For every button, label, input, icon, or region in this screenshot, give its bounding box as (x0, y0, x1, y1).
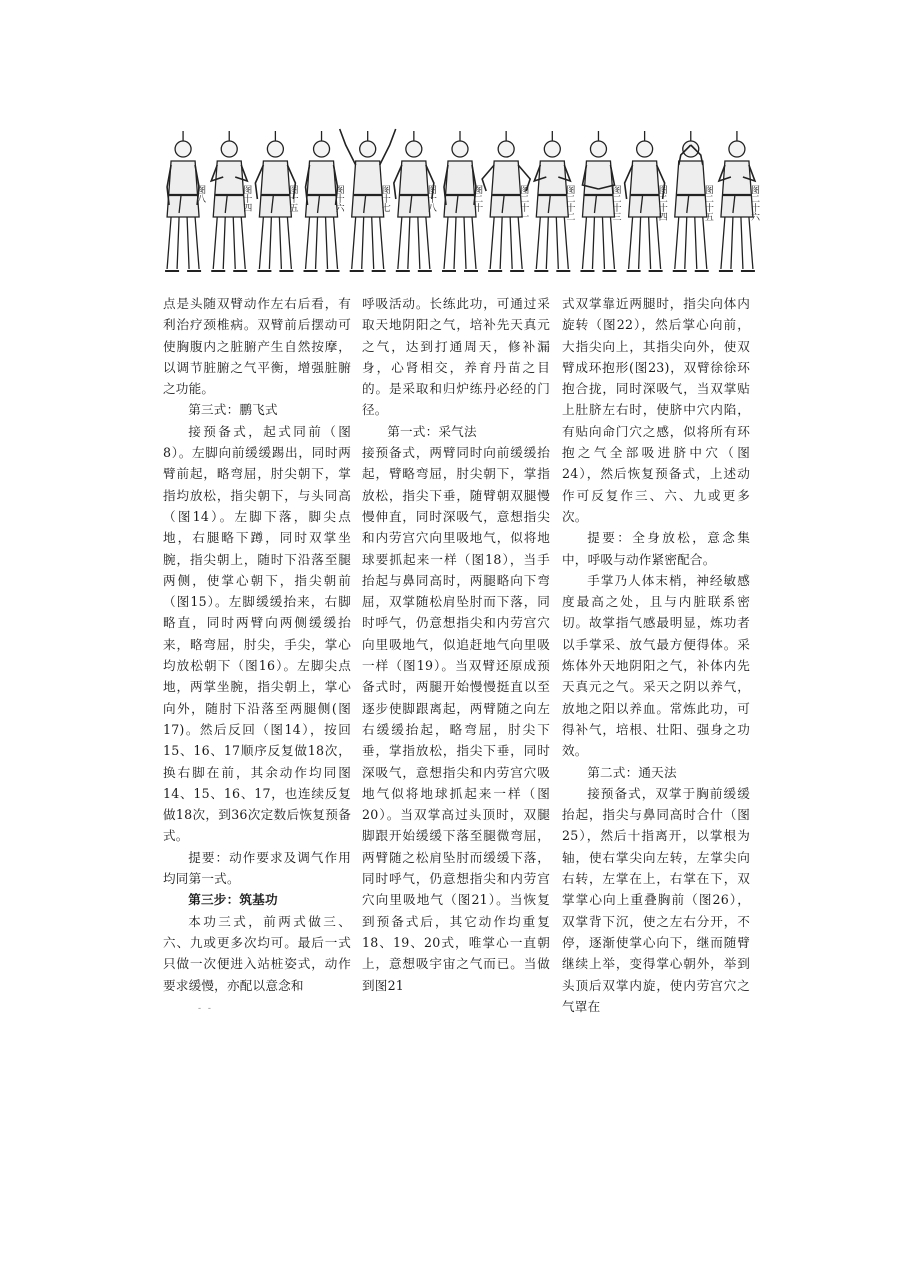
text-column-2 (362, 293, 550, 996)
figure-label: 图八 (195, 185, 206, 203)
text-column-1 (163, 293, 351, 996)
paragraph: 第一式：采气法 (387, 423, 477, 439)
paragraph: 本功三式，前两式做三、六、九或更多次均可。最后一式只做一次便进入站桩姿式，动作要求缓慢，亦配以意念和 (163, 913, 351, 993)
paragraph: 第三式：鹏飞式 (188, 402, 278, 418)
figure-label: 图二十二 (564, 185, 575, 221)
paragraph: 接预备式，双掌于胸前缓缓抬起，指尖与鼻同高时合什（图25），然后十指离开，以掌根为轴，使右掌尖向左转，左掌尖向右转，左掌在上，右掌在下，双掌掌心向上重叠胸前（图26），双掌背下沉，使之左右分开，不停，逐渐使掌心向下，继而随臂继续上举，变得掌心朝外，举到头顶后双掌内旋，使内劳宫穴之气罩在 (562, 785, 750, 1014)
page-number: - - (198, 1004, 213, 1014)
paragraph: 提要：全身放松，意念集中，呼吸与动作紧密配合。 (562, 530, 750, 567)
section-heading: 第三步：筑基功 (188, 892, 278, 908)
paragraph: 手掌乃人体末梢，神经敏感度最高之处，且与内脏联系密切。故掌指气感最明显，炼功者以手掌采、放气最方便得体。采炼体外天地阴阳之气，补体内先天真元之气。采天之阴以养气，放地之阳以养血。常炼此功，可得补气，培根、壮阳、强身之功效。 (562, 572, 750, 759)
text-column-3 (562, 293, 750, 1017)
paragraph: 式双掌靠近两腿时，指尖向体内旋转（图22），然后掌心向前，大指尖向上，其指尖向外，使双臂成环抱形(图23)，双臂徐徐环抱合拢，同时深吸气，当双掌贴上肚脐左右时，使脐中穴内陷，有贴向命门穴之感，似将所有环抱之气全部吸进脐中穴（图24），然后恢复预备式，上述动作可反复作三、六、九或更多次。 (562, 296, 750, 524)
figure-label: 图二十 (472, 185, 483, 212)
figure-label: 图十五 (287, 185, 298, 212)
exercise-figure-strip (160, 125, 760, 285)
figure-label: 图十七 (379, 185, 390, 212)
figure-label: 图十六 (333, 185, 344, 212)
paragraph: 接预备式，起式同前（图8）。左脚向前缓缓踢出，同时两臂前起，略弯屈，肘尖朝下，掌指均放松，指尖朝下，与头同高（图14）。左脚下落，脚尖点地，右腿略下蹲，同时双掌坐腕，指尖朝上，随时下沿落至腿两侧，使掌心朝下，指尖朝前（图15）。左脚缓缓抬来，右脚略直，同时两臂向两侧缓缓抬来，略弯屈，肘尖，手尖，掌心均放松朝下（图16）。左脚尖点地，两掌坐腕，指尖朝上，掌心向外，随肘下沿落至两腿侧(图17)。然后反回（图14），按回15、16、17顺序反复做18次，换右脚在前，其余动作均同图14、15、16、17，也连续反复做18次，到36次定数后恢复预备式。 (163, 423, 351, 844)
figure-label: 图二十五 (702, 185, 713, 221)
paragraph: 提要：动作要求及调气作用均同第一式。 (163, 849, 351, 887)
paragraph: 第二式：通天法 (587, 764, 677, 780)
paragraph: 接预备式，两臂同时向前缓缓抬起，臂略弯屈，肘尖朝下，掌指放松，指尖下垂，随臂朝双腿慢慢伸直，同时深吸气，意想指尖和内劳宫穴向里吸地气，似将地球要抓起来一样（图18），当手抬起与鼻同高时，两腿略向下弯屈，双掌随松肩坠肘而下落，同时呼气，仍意想指尖和内劳宫穴向里吸地气，似追赶地气向里吸一样（图19）。当双臂还原成预备式时，两腿开始慢慢挺直以至逐步使脚跟离起，两臂随之向左右缓缓抬起，略弯屈，肘尖下垂，掌指放松，指尖下垂，同时深吸气，意想指尖和内劳宫穴吸地气似将地球抓起来一样（图20）。当双掌高过头顶时，双腿脚跟开始缓缓下落至腿微弯屈，两臂随之松肩坠肘而缓缓下落，同时呼气，仍意想指尖和内劳宫穴向里吸地气（图21）。当恢复到预备式后，其它动作均重复18、19、20式，唯掌心一直朝上，意想吸宇宙之气而已。当做到图21 (362, 445, 550, 993)
paragraph: 点是头随双臂动作左右后看，有利治疗颈椎病。双臂前后摆动可使胸腹内之脏腑产生自然按摩，以调节脏腑之气平衡，增强脏腑之功能。 (163, 296, 351, 397)
figure-label: 图十四 (241, 185, 252, 212)
figure-label: 图二十四 (656, 185, 667, 221)
figure-label: 图二十六 (749, 185, 759, 221)
figure-label: 图二十三 (610, 185, 621, 221)
paragraph: 呼吸活动。长练此功，可通过采取天地阴阳之气，培补先天真元之气，达到打通周天，修补漏身，心肾相交，养育丹苗之目的。是采取和归炉练丹必经的门径。 (362, 296, 550, 418)
figure-label: 图二十一 (518, 185, 529, 221)
figure-illustration (160, 125, 760, 285)
figure-label: 图十八 (425, 185, 436, 212)
